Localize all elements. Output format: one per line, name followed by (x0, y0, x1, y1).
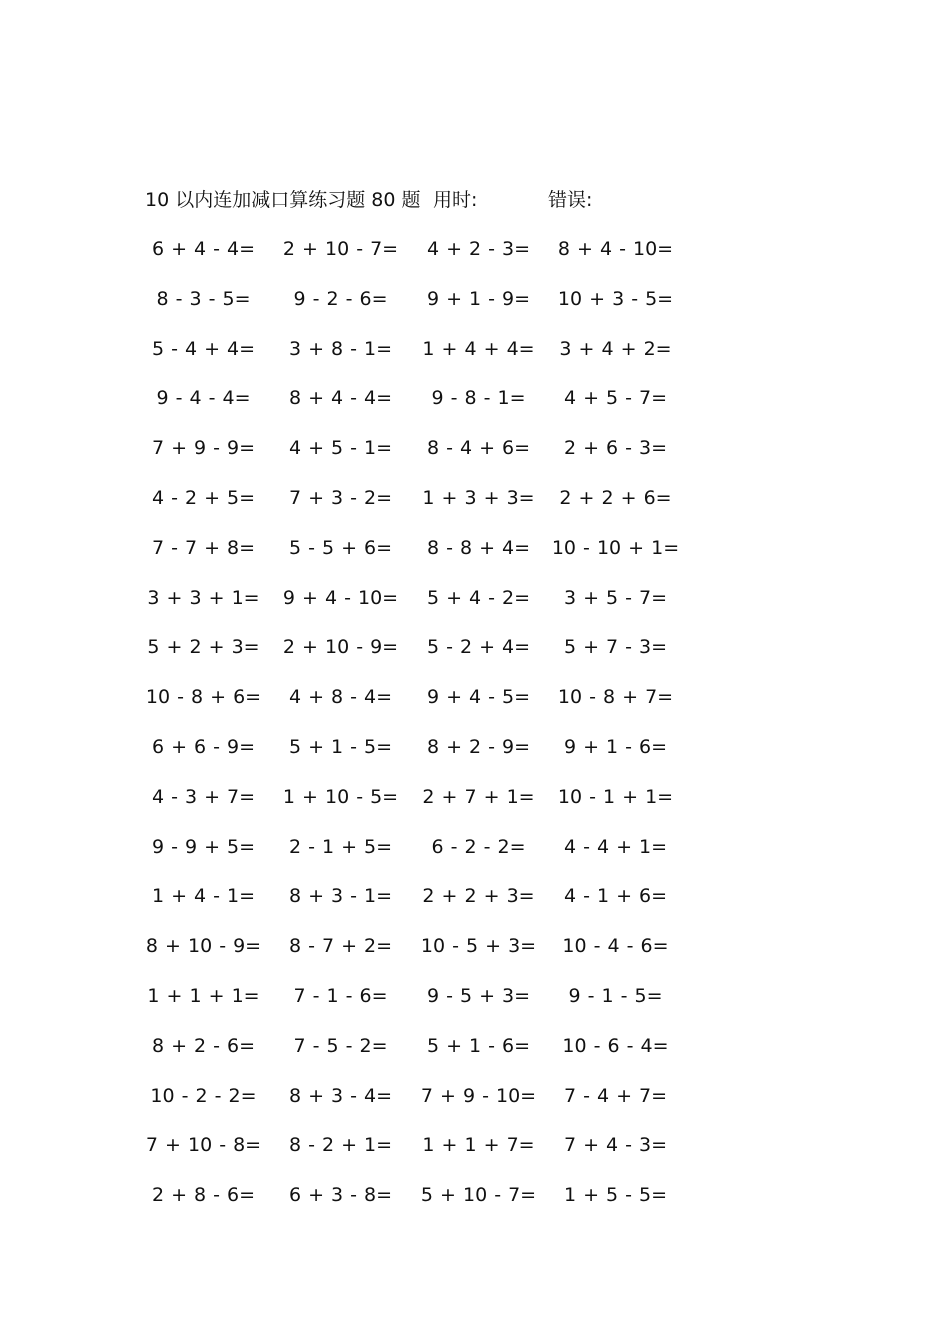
problem-row (0, 1082, 950, 1132)
problem-item: 1 + 4 - 1= (151, 885, 256, 908)
problem-item: 2 + 8 - 6= (151, 1184, 256, 1207)
problem-item: 5 - 4 + 4= (151, 337, 256, 360)
problem-row (0, 335, 950, 385)
problem-item: 4 + 5 - 7= (563, 387, 668, 410)
problem-row (0, 584, 950, 634)
problem-item: 3 + 4 + 2= (559, 337, 672, 360)
problem-row (0, 783, 950, 833)
problem-item: 8 + 4 - 4= (288, 387, 393, 410)
problem-row (0, 1181, 950, 1231)
problem-item: 4 - 3 + 7= (151, 785, 256, 808)
problem-item: 10 - 4 - 6= (562, 935, 669, 958)
problem-item: 10 - 8 + 6= (145, 686, 262, 709)
problem-row (0, 235, 950, 285)
problem-item: 5 - 2 + 4= (426, 636, 531, 659)
error-label: 错误: (548, 189, 593, 211)
problem-item: 7 - 7 + 8= (151, 536, 256, 559)
problem-item: 10 - 1 + 1= (557, 785, 674, 808)
problem-item: 3 + 8 - 1= (288, 337, 393, 360)
problem-item: 5 + 10 - 7= (420, 1184, 537, 1207)
problem-item: 5 + 1 - 5= (288, 735, 393, 758)
problem-item: 9 - 5 + 3= (426, 984, 531, 1007)
worksheet-header (0, 186, 950, 214)
problem-item: 9 + 4 - 10= (282, 586, 399, 609)
problem-item: 2 + 2 + 3= (422, 885, 535, 908)
problem-item: 4 + 8 - 4= (288, 686, 393, 709)
problem-item: 7 + 9 - 9= (151, 437, 256, 460)
problem-row (0, 484, 950, 534)
problem-row (0, 683, 950, 733)
problem-item: 7 + 4 - 3= (563, 1134, 668, 1157)
problem-item: 3 + 3 + 1= (147, 586, 260, 609)
problem-item: 5 + 2 + 3= (147, 636, 260, 659)
problem-row (0, 285, 950, 335)
problem-item: 6 + 6 - 9= (151, 735, 256, 758)
problem-item: 9 - 9 + 5= (151, 835, 256, 858)
problem-item: 1 + 1 + 7= (422, 1134, 535, 1157)
worksheet-title: 10 以内连加减口算练习题 80 题 (145, 189, 421, 211)
problem-item: 7 - 5 - 2= (293, 1034, 388, 1057)
problem-item: 8 - 3 - 5= (156, 287, 251, 310)
problem-item: 4 - 2 + 5= (151, 486, 256, 509)
problem-item: 9 + 4 - 5= (426, 686, 531, 709)
problem-item: 7 + 9 - 10= (420, 1084, 537, 1107)
problem-item: 10 - 10 + 1= (551, 536, 680, 559)
problem-item: 6 + 4 - 4= (151, 238, 256, 260)
problem-item: 9 + 1 - 6= (563, 735, 668, 758)
problem-item: 5 + 4 - 2= (426, 586, 531, 609)
problem-row (0, 534, 950, 584)
problem-item: 2 + 6 - 3= (563, 437, 668, 460)
problem-item: 6 + 3 - 8= (288, 1184, 393, 1207)
problem-item: 7 - 4 + 7= (563, 1084, 668, 1107)
problem-item: 4 - 4 + 1= (563, 835, 668, 858)
problem-item: 5 - 5 + 6= (288, 536, 393, 559)
problem-item: 2 - 1 + 5= (288, 835, 393, 858)
problem-item: 10 - 8 + 7= (557, 686, 674, 709)
problem-grid (0, 235, 950, 1231)
problem-item: 10 - 6 - 4= (562, 1034, 669, 1057)
problem-item: 8 - 7 + 2= (288, 935, 393, 958)
problem-item: 2 + 7 + 1= (422, 785, 535, 808)
problem-item: 6 - 2 - 2= (431, 835, 526, 858)
problem-item: 2 + 10 - 7= (282, 238, 399, 260)
problem-item: 8 + 2 - 6= (151, 1034, 256, 1057)
problem-item: 9 - 4 - 4= (156, 387, 251, 410)
problem-row (0, 733, 950, 783)
problem-row (0, 1032, 950, 1082)
problem-item: 1 + 1 + 1= (147, 984, 260, 1007)
problem-item: 4 + 2 - 3= (426, 238, 531, 260)
problem-item: 8 - 2 + 1= (288, 1134, 393, 1157)
problem-item: 10 - 2 - 2= (150, 1084, 257, 1107)
problem-item: 10 + 3 - 5= (557, 287, 674, 310)
problem-item: 8 - 4 + 6= (426, 437, 531, 460)
problem-item: 8 + 4 - 10= (557, 238, 674, 260)
problem-item: 2 + 10 - 9= (282, 636, 399, 659)
problem-item: 9 - 1 - 5= (568, 984, 663, 1007)
problem-item: 7 + 3 - 2= (288, 486, 393, 509)
problem-item: 8 + 3 - 1= (288, 885, 393, 908)
problem-item: 1 + 10 - 5= (282, 785, 399, 808)
time-label: 用时: (433, 189, 478, 211)
problem-item: 5 + 7 - 3= (563, 636, 668, 659)
problem-row (0, 1131, 950, 1181)
problem-item: 1 + 5 - 5= (563, 1184, 668, 1207)
problem-item: 9 - 2 - 6= (293, 287, 388, 310)
problem-item: 1 + 3 + 3= (422, 486, 535, 509)
problem-row (0, 833, 950, 883)
problem-row (0, 882, 950, 932)
problem-item: 8 + 3 - 4= (288, 1084, 393, 1107)
problem-item: 5 + 1 - 6= (426, 1034, 531, 1057)
problem-item: 3 + 5 - 7= (563, 586, 668, 609)
problem-item: 8 + 2 - 9= (426, 735, 531, 758)
problem-item: 1 + 4 + 4= (422, 337, 535, 360)
problem-row (0, 384, 950, 434)
problem-item: 7 + 10 - 8= (145, 1134, 262, 1157)
problem-item: 7 - 1 - 6= (293, 984, 388, 1007)
problem-item: 8 - 8 + 4= (426, 536, 531, 559)
problem-item: 9 - 8 - 1= (431, 387, 526, 410)
problem-item: 9 + 1 - 9= (426, 287, 531, 310)
problem-item: 2 + 2 + 6= (559, 486, 672, 509)
problem-row (0, 982, 950, 1032)
problem-row (0, 932, 950, 982)
problem-item: 10 - 5 + 3= (420, 935, 537, 958)
problem-item: 4 + 5 - 1= (288, 437, 393, 460)
problem-item: 8 + 10 - 9= (145, 935, 262, 958)
problem-item: 4 - 1 + 6= (563, 885, 668, 908)
problem-row (0, 434, 950, 484)
problem-row (0, 633, 950, 683)
